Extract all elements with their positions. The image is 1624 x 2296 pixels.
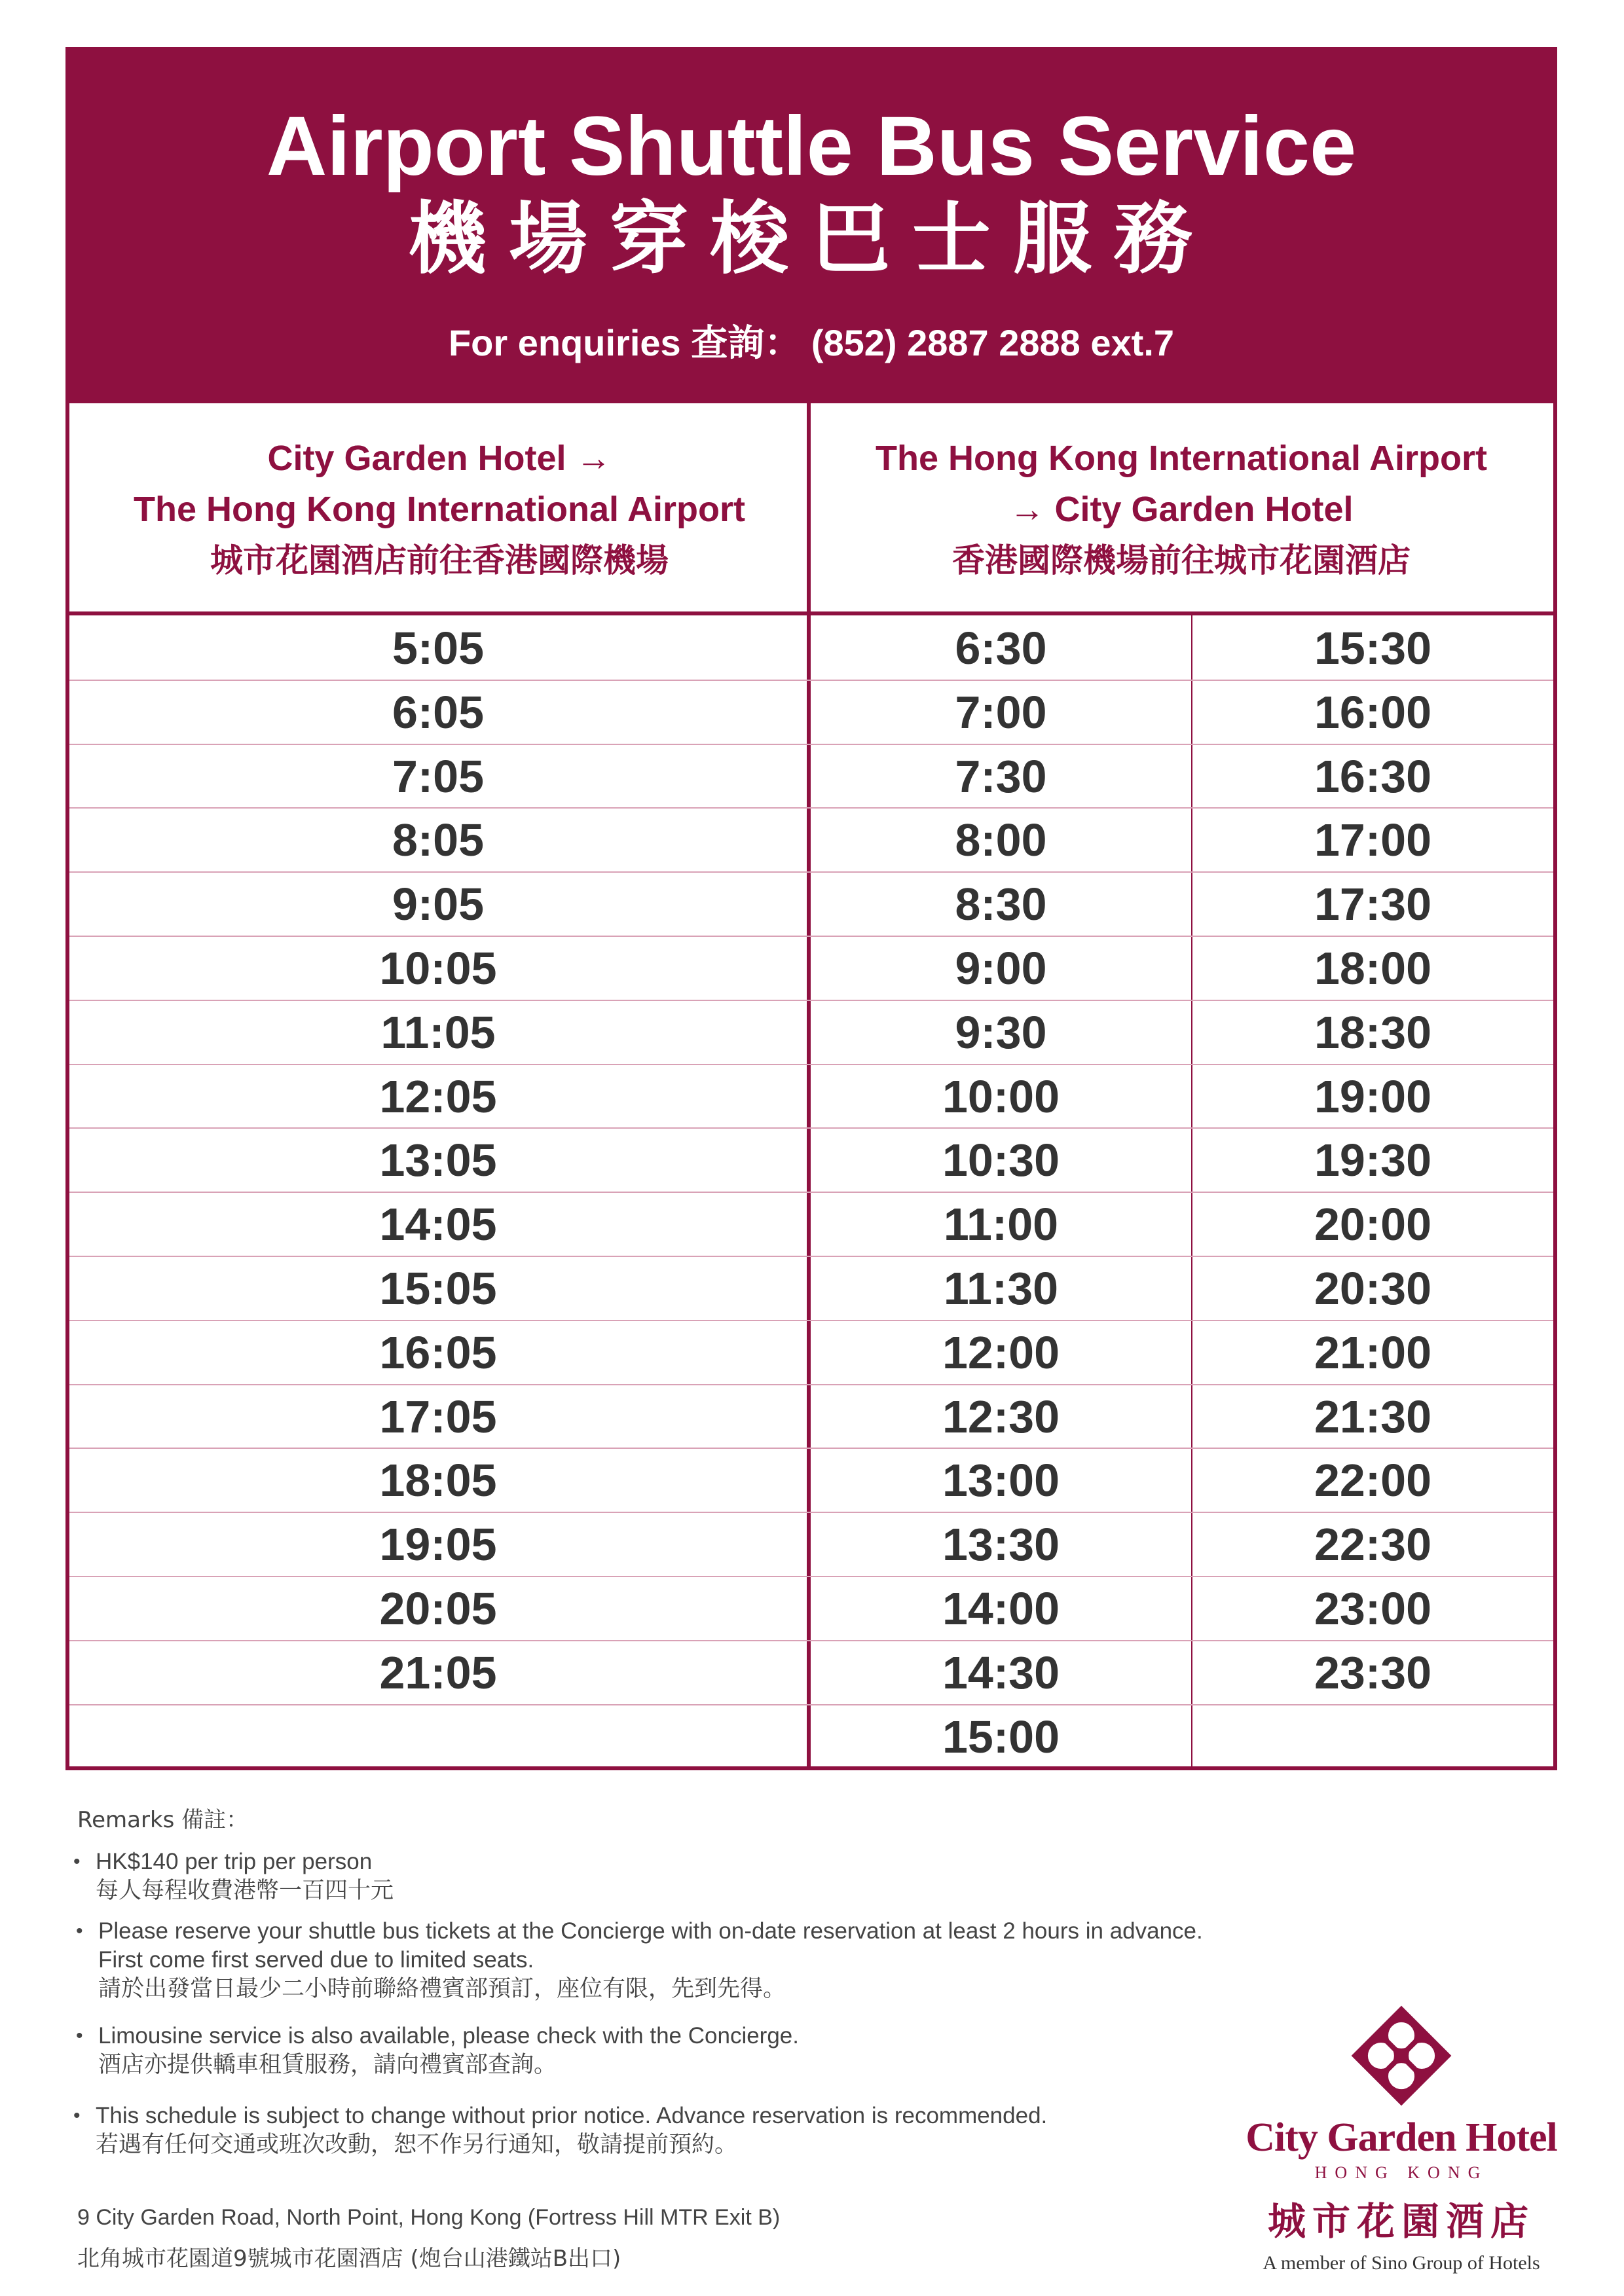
schedule-cell: 18:30 <box>1314 1006 1432 1058</box>
schedule-cell: 16:30 <box>1314 750 1432 802</box>
schedule-cell: 17:00 <box>1314 814 1432 866</box>
schedule-cell: 13:30 <box>942 1519 1060 1571</box>
schedule-cell: 23:30 <box>1314 1647 1432 1698</box>
schedule-cell: 5:05 <box>392 623 485 674</box>
schedule-cell: 10:00 <box>942 1070 1060 1122</box>
schedule-cell: 15:00 <box>942 1711 1060 1762</box>
title-zh: 機場穿梭巴士服務 <box>408 194 1215 285</box>
remark-item <box>73 2102 1048 2159</box>
schedule-cell: 6:30 <box>955 623 1047 674</box>
schedule-cell: 17:05 <box>379 1391 497 1442</box>
schedule-cell: 19:30 <box>1314 1135 1432 1186</box>
schedule-cell: 10:05 <box>379 943 497 994</box>
schedule-cell: 8:05 <box>392 814 485 866</box>
schedule-cell: 19:05 <box>379 1519 497 1571</box>
schedule-cell: 21:05 <box>379 1647 497 1698</box>
remark-line: First come first served due to limited seats. <box>98 1947 534 1973</box>
schedule-cell: 12:30 <box>942 1391 1060 1442</box>
schedule-cell: 11:05 <box>380 1006 496 1058</box>
schedule-cell <box>69 1705 807 1769</box>
route-header-to-airport <box>69 403 809 615</box>
bullet-icon: • <box>76 1920 83 1942</box>
schedule-cell <box>1192 1705 1553 1769</box>
remark-line: 若遇有任何交通或班次改動，恕不作另行通知，敬請提前預約。 <box>96 2132 738 2158</box>
remark-line: 請於出發當日最少二小時前聯絡禮賓部預訂，座位有限，先到先得。 <box>98 1976 786 2002</box>
bullet-icon: • <box>73 2105 81 2126</box>
schedule-cell: 20:00 <box>1314 1199 1432 1250</box>
schedule-cell: 9:05 <box>392 879 485 930</box>
address-en: 9 City Garden Road, North Point, Hong Kong (Fortress Hill MTR Exit B) <box>77 2205 781 2230</box>
logo-member: A member of Sino Group of Hotels <box>1263 2252 1540 2274</box>
schedule-cell: 12:00 <box>942 1326 1060 1378</box>
route-from-airport-zh: 香港國際機場前往城市花園酒店 <box>952 541 1411 579</box>
route-to-airport-line2: The Hong Kong International Airport <box>134 489 745 529</box>
schedule-cell: 22:30 <box>1314 1519 1432 1571</box>
schedule-cell: 8:00 <box>955 814 1047 866</box>
remarks-label: Remarks 備註： <box>77 1807 249 1833</box>
schedule-cell: 17:30 <box>1314 879 1432 930</box>
route-from-airport-line1: The Hong Kong International Airport <box>876 438 1487 478</box>
header-banner <box>69 51 1553 403</box>
schedule-frame <box>65 47 1557 1770</box>
title-en: Airport Shuttle Bus Service <box>266 100 1357 193</box>
logo-sub: HONG KONG <box>1314 2163 1488 2182</box>
remark-line: HK$140 per trip per person <box>96 1849 373 1874</box>
remark-line: Please reserve your shuttle bus tickets at the Concierge with on-date reservation at least 2 hours in advance. <box>98 1918 1203 1944</box>
hotel-logo <box>1231 2003 1572 2291</box>
schedule-cell: 6:05 <box>392 686 485 738</box>
schedule-cell: 15:05 <box>379 1263 497 1314</box>
enquiry-line: For enquiries 查詢： (852) 2887 2888 ext.7 <box>448 322 1175 363</box>
schedule-cell: 14:00 <box>942 1583 1060 1634</box>
header-divider <box>69 611 1553 615</box>
logo-name: City Garden Hotel <box>1246 2115 1557 2160</box>
remark-line: 每人每程收費港幣一百四十元 <box>96 1878 394 1904</box>
schedule-cell: 20:30 <box>1314 1263 1432 1314</box>
schedule-cell: 21:00 <box>1314 1326 1432 1378</box>
schedule-cell: 10:30 <box>942 1135 1060 1186</box>
schedule-cell: 9:30 <box>955 1006 1047 1058</box>
schedule-cell: 11:00 <box>943 1199 1059 1250</box>
schedule-cell: 11:30 <box>943 1263 1059 1314</box>
remark-item <box>73 1848 394 1905</box>
remark-item <box>76 1917 1203 2003</box>
bullet-icon: • <box>73 1851 81 1872</box>
schedule-cell: 7:30 <box>955 750 1047 802</box>
remark-line: 酒店亦提供轎車租賃服務，請向禮賓部查詢。 <box>98 2052 557 2078</box>
schedule-cell: 13:00 <box>942 1455 1060 1506</box>
schedule-cell: 12:05 <box>379 1070 497 1122</box>
route-header-from-airport <box>809 403 1553 615</box>
schedule-cell: 16:00 <box>1314 686 1432 738</box>
schedule-cell: 16:05 <box>379 1326 497 1378</box>
schedule-cell: 22:00 <box>1314 1455 1432 1506</box>
schedule-cell: 7:00 <box>955 686 1047 738</box>
remark-line: Limousine service is also available, please check with the Concierge. <box>98 2023 799 2049</box>
schedule-cell: 18:00 <box>1314 943 1432 994</box>
route-from-airport-line2: → City Garden Hotel <box>1009 489 1354 529</box>
schedule-cell: 15:30 <box>1314 623 1432 674</box>
schedule-cell: 14:05 <box>379 1199 497 1250</box>
schedule-cell: 8:30 <box>955 879 1047 930</box>
remark-line: This schedule is subject to change without prior notice. Advance reservation is recommended. <box>96 2103 1048 2128</box>
route-to-airport-zh: 城市花園酒店前往香港國際機場 <box>210 541 669 579</box>
schedule-cell: 9:00 <box>955 943 1047 994</box>
schedule-cell: 13:05 <box>379 1135 497 1186</box>
schedule-cell: 20:05 <box>379 1583 497 1634</box>
remark-item <box>76 2022 799 2079</box>
route-to-airport-line1: City Garden Hotel → <box>267 438 612 478</box>
schedule-cell: 21:30 <box>1314 1391 1432 1442</box>
schedule-cell: 18:05 <box>379 1455 497 1506</box>
logo-name-zh: 城市花園酒店 <box>1267 2199 1535 2244</box>
schedule-cell: 14:30 <box>942 1647 1060 1698</box>
bullet-icon: • <box>76 2025 83 2047</box>
flower-logo-icon <box>1349 2003 1454 2108</box>
schedule-cell: 23:00 <box>1314 1583 1432 1634</box>
schedule-cell: 19:00 <box>1314 1070 1432 1122</box>
schedule-cell: 7:05 <box>392 750 485 802</box>
address-zh: 北角城市花園道9號城市花園酒店 (炮台山港鐵站B出口) <box>77 2246 621 2272</box>
